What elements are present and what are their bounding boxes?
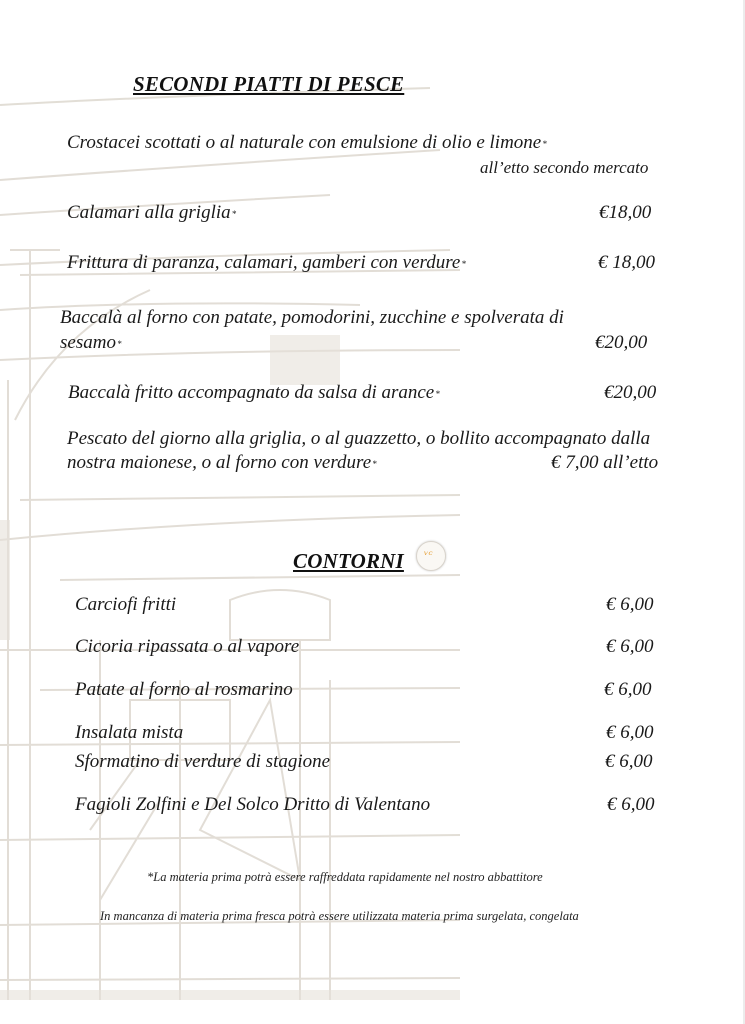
item-price-baccala-fritto: €20,00 (604, 382, 657, 403)
restaurant-logo-icon: ᵛᶜ (416, 541, 446, 571)
allergen-star: * (435, 388, 440, 399)
item-name: nostra maionese, o al forno con verdure (67, 452, 372, 473)
item-price-baccala-forno: €20,00 (595, 332, 648, 353)
allergen-star: * (372, 458, 377, 469)
item-price-sformatino: € 6,00 (605, 751, 653, 772)
menu-item-cicoria: Cicoria ripassata o al vapore (75, 636, 300, 657)
item-name: Baccalà fritto accompagnato da salsa di arance (68, 382, 435, 403)
item-name: sesamo (60, 332, 116, 353)
section-title-contorni: CONTORNI (293, 549, 404, 573)
menu-item-pescato-line1: Pescato del giorno alla griglia, o al guazzetto, o bollito accompagnato dalla (67, 428, 651, 449)
menu-item-fagioli: Fagioli Zolfini e Del Solco Dritto di Valentano (75, 794, 431, 815)
item-price-insalata: € 6,00 (606, 722, 654, 743)
menu-item-calamari (67, 202, 236, 224)
item-price-crostacei: all’etto secondo mercato (480, 158, 649, 177)
item-price-carciofi: € 6,00 (606, 594, 654, 615)
menu-item-insalata: Insalata mista (75, 722, 184, 743)
item-price-cicoria: € 6,00 (606, 636, 654, 657)
menu-item-pescato-line2 (67, 452, 377, 474)
menu-item-patate: Patate al forno al rosmarino (75, 679, 293, 700)
item-price-calamari: €18,00 (599, 202, 652, 223)
menu-item-carciofi: Carciofi fritti (75, 594, 177, 615)
menu-item-baccala-forno-line1: Baccalà al forno con patate, pomodorini, zucchine e spolverata di (60, 307, 564, 328)
allergen-star: * (231, 208, 237, 219)
menu-item-baccala-fritto (68, 382, 440, 404)
menu-item-baccala-forno-line2 (60, 332, 121, 354)
item-name: Calamari alla griglia (67, 202, 231, 223)
footnote-surgelata: In mancanza di materia prima fresca potrà essere utilizzata materia prima surgelata, congelata (100, 909, 579, 923)
menu-item-frittura (67, 252, 466, 274)
item-name: Crostacei scottati o al naturale con emulsione di olio e limone (67, 132, 542, 153)
menu-item-sformatino: Sformatino di verdure di stagione (75, 751, 331, 772)
section-title-secondi-pesce: SECONDI PIATTI DI PESCE (133, 72, 405, 96)
allergen-star: * (461, 258, 466, 269)
menu-item-crostacei (67, 132, 547, 154)
item-price-fagioli: € 6,00 (607, 794, 655, 815)
item-name: Frittura di paranza, calamari, gamberi con verdure (67, 252, 461, 273)
item-price-pescato: € 7,00 all’etto (551, 452, 659, 473)
item-price-frittura: € 18,00 (598, 252, 655, 273)
allergen-star: * (542, 138, 547, 149)
footnote-abbattitore: *La materia prima potrà essere raffreddata rapidamente nel nostro abbattitore (147, 870, 543, 884)
allergen-star: * (116, 338, 122, 349)
item-price-patate: € 6,00 (604, 679, 652, 700)
